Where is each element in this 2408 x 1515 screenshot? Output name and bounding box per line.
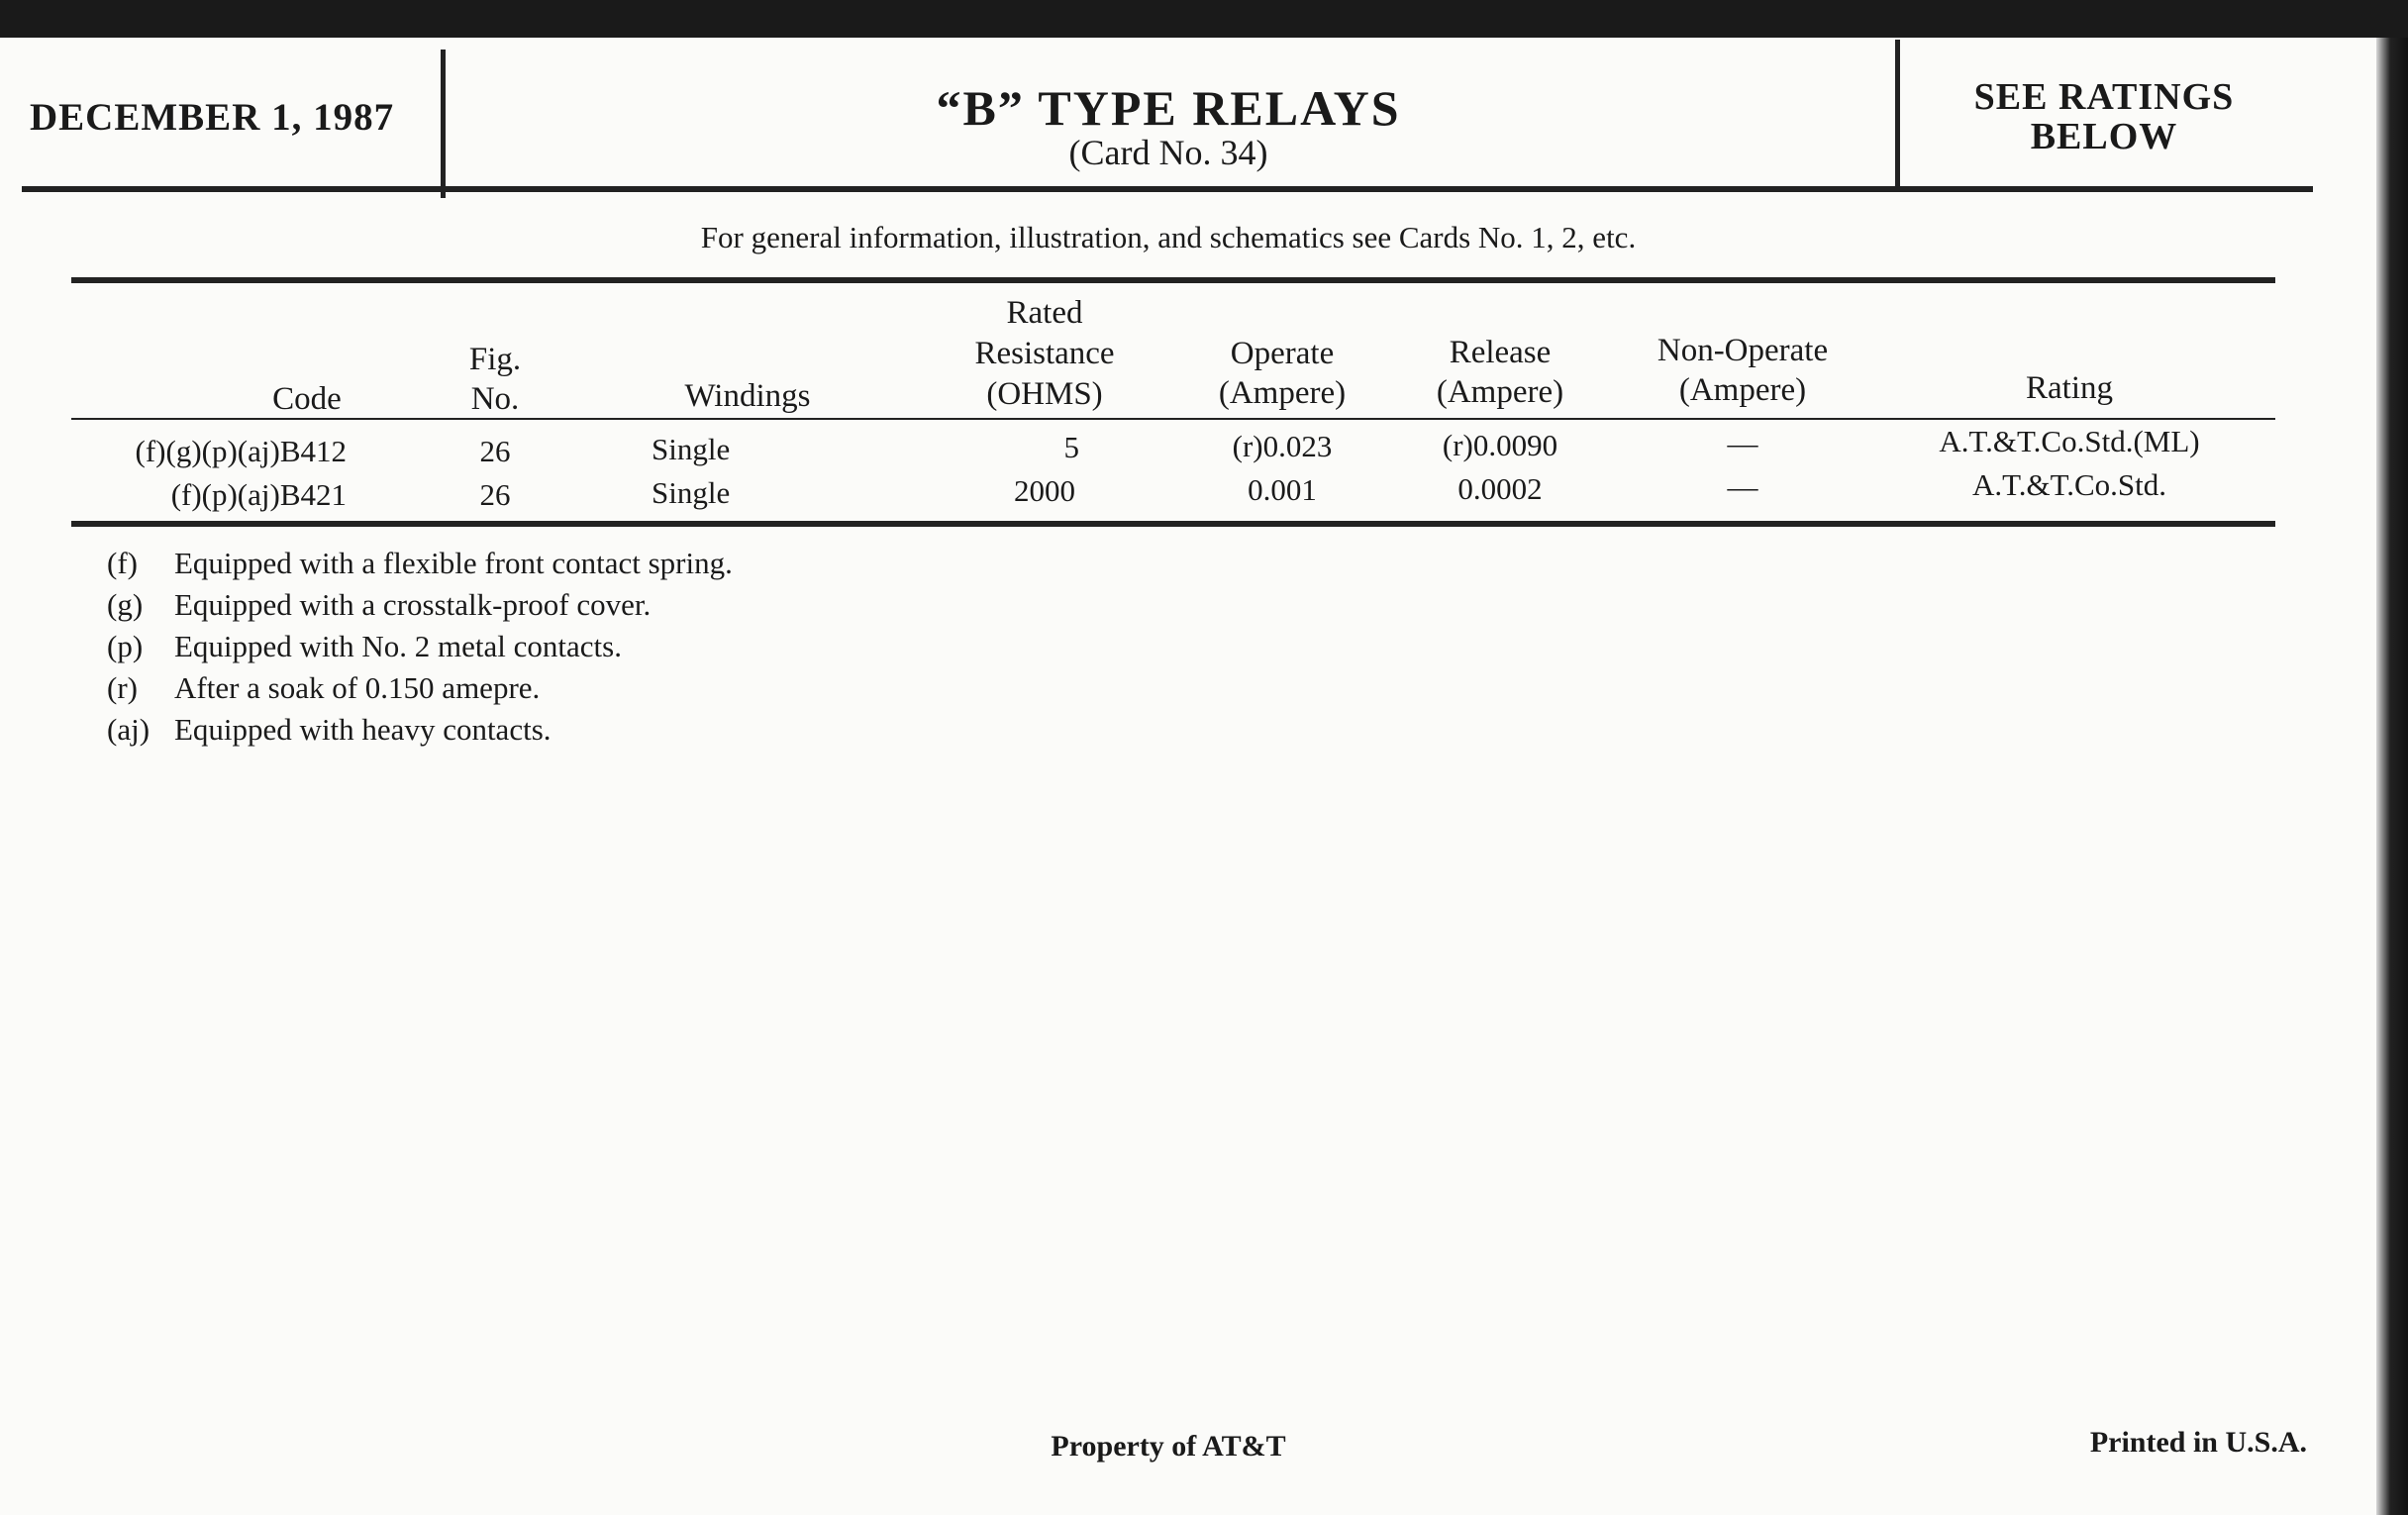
header-non-operate-2: (Ampere) xyxy=(1678,372,1807,408)
footnote xyxy=(107,584,733,626)
card-title: “B” TYPE RELAYS xyxy=(936,80,1401,136)
row-2-operate: 0.001 xyxy=(1248,472,1317,507)
row-1-resistance: 5 xyxy=(1063,430,1079,464)
row-2-fig: 26 xyxy=(479,477,511,512)
header-fig-1: Fig. xyxy=(468,342,522,377)
row-1-code: (f)(g)(p)(aj)B412 xyxy=(135,434,347,468)
card-edge xyxy=(2376,38,2408,1515)
header-non-operate-1: Non-Operate xyxy=(1656,333,1829,368)
header-resistance-2: Resistance xyxy=(974,336,1115,371)
row-1-windings: Single xyxy=(652,432,731,466)
row-2-release: 0.0002 xyxy=(1457,471,1543,506)
header-resistance-1: Rated xyxy=(1006,295,1083,331)
row-1-rating: A.T.&T.Co.Std.(ML) xyxy=(1939,424,2200,458)
ratings-line-2: BELOW xyxy=(2030,116,2178,157)
card-date: DECEMBER 1, 1987 xyxy=(30,96,395,139)
row-1-fig: 26 xyxy=(479,434,511,468)
header-code: Code xyxy=(272,381,342,417)
header-release-1: Release xyxy=(1449,335,1552,370)
header-resistance-3: (OHMS) xyxy=(986,376,1103,412)
footnote-text: After a soak of 0.150 amepre. xyxy=(174,670,541,705)
footnote xyxy=(107,626,733,667)
ratings-note xyxy=(1901,77,2307,156)
footnotes xyxy=(107,543,733,751)
printed-notice: Printed in U.S.A. xyxy=(2089,1426,2307,1459)
card-number: (Card No. 34) xyxy=(1068,133,1268,172)
footnote-text: Equipped with heavy contacts. xyxy=(174,712,552,747)
ratings-line-1: SEE RATINGS xyxy=(1973,76,2235,118)
header-release-2: (Ampere) xyxy=(1436,374,1564,410)
footnote-text: Equipped with a flexible front contact spring. xyxy=(174,546,733,580)
header-windings: Windings xyxy=(684,378,811,414)
header-operate-1: Operate xyxy=(1230,336,1335,371)
header-fig-2: No. xyxy=(470,381,520,417)
header-divider-right xyxy=(1895,40,1900,190)
row-2-non-operate: — xyxy=(1727,469,1758,504)
row-2-windings: Single xyxy=(652,475,731,510)
row-1-release: (r)0.0090 xyxy=(1442,428,1558,462)
property-notice: Property of AT&T xyxy=(1051,1430,1286,1463)
relay-card xyxy=(0,38,2376,1515)
general-info-note: For general information, illustration, and schematics see Cards No. 1, 2, etc. xyxy=(700,220,1637,254)
footnote-key: (p) xyxy=(107,629,144,663)
footnote xyxy=(107,709,733,751)
row-2-code: (f)(p)(aj)B421 xyxy=(170,477,347,512)
row-1-operate: (r)0.023 xyxy=(1232,429,1333,463)
footnote xyxy=(107,543,733,584)
header-rating: Rating xyxy=(2026,370,2113,406)
footnote-text: Equipped with No. 2 metal contacts. xyxy=(174,629,622,663)
header-operate-2: (Ampere) xyxy=(1218,375,1347,411)
footnote-key: (r) xyxy=(107,670,138,705)
footnote-text: Equipped with a crosstalk-proof cover. xyxy=(174,587,652,622)
row-2-resistance: 2000 xyxy=(1014,473,1075,508)
header-rule xyxy=(22,186,2313,192)
footnote-key: (aj) xyxy=(107,712,150,747)
footnote-key: (g) xyxy=(107,587,144,622)
table-top-rule xyxy=(71,277,2275,283)
footnote xyxy=(107,667,733,709)
row-1-non-operate: — xyxy=(1727,426,1758,460)
table-header-rule xyxy=(71,418,2275,420)
footnote-key: (f) xyxy=(107,546,138,580)
row-2-rating: A.T.&T.Co.Std. xyxy=(1971,467,2167,502)
table-bottom-rule xyxy=(71,521,2275,527)
